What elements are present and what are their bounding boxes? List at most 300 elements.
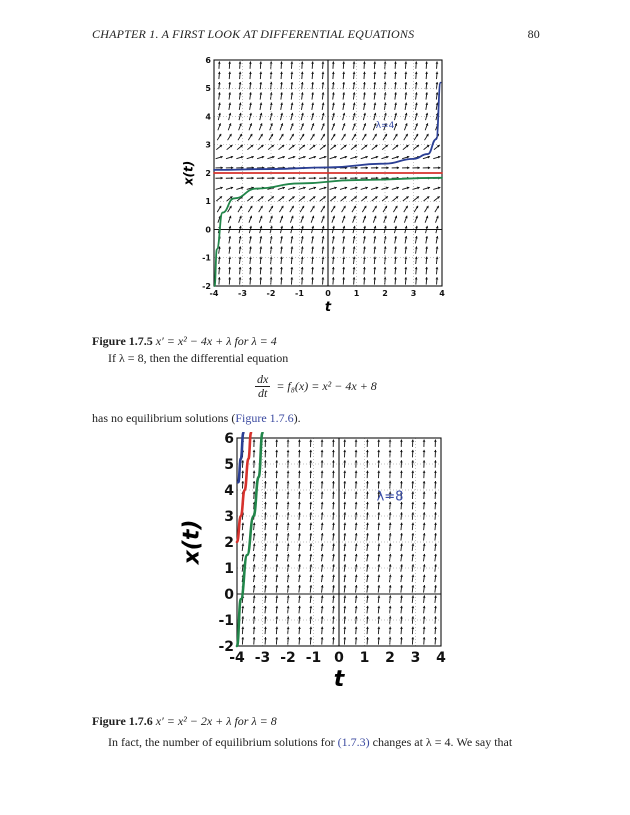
slope-arrow <box>332 606 335 613</box>
slope-arrow <box>404 206 408 212</box>
slope-arrow <box>343 543 346 550</box>
slope-arrow <box>311 103 314 110</box>
slope-arrow <box>353 236 356 243</box>
slope-arrow <box>288 187 295 190</box>
slope-arrow <box>287 502 290 509</box>
slope-arrow <box>411 637 414 644</box>
slope-arrow <box>279 206 283 212</box>
slope-arrow <box>373 206 377 212</box>
slope-arrow <box>366 606 369 613</box>
slope-arrow <box>321 637 324 644</box>
slope-arrow <box>423 627 426 634</box>
slope-arrow <box>322 103 325 110</box>
paragraph-3-end: changes at λ = 4. We say that <box>369 735 513 749</box>
slope-arrow <box>362 206 366 212</box>
slope-arrow <box>415 103 418 110</box>
slope-arrow <box>298 450 301 457</box>
slope-arrow <box>377 595 380 602</box>
slope-arrow <box>259 72 262 79</box>
slope-arrow <box>237 145 243 150</box>
slope-arrow <box>373 72 376 79</box>
slope-arrow <box>394 61 397 68</box>
x-tick-label: 2 <box>385 650 395 666</box>
slope-arrow <box>270 123 273 130</box>
slope-arrow <box>400 523 403 530</box>
slope-arrow <box>249 236 252 243</box>
slope-arrow <box>423 491 426 498</box>
slope-arrow <box>275 523 278 530</box>
slope-arrow <box>400 606 403 613</box>
slope-arrow <box>239 277 242 284</box>
slope-arrow <box>392 156 399 159</box>
slope-arrow <box>270 277 273 284</box>
x-tick-label: 1 <box>353 289 360 298</box>
slope-arrow <box>332 103 335 110</box>
slope-arrow <box>366 502 369 509</box>
slope-arrow <box>259 123 262 130</box>
slope-arrow <box>343 533 346 540</box>
slope-arrow <box>425 92 428 99</box>
slope-arrow <box>247 156 254 159</box>
slope-arrow <box>400 450 403 457</box>
slope-arrow <box>394 246 397 253</box>
slope-arrow <box>355 627 358 634</box>
slope-arrow <box>384 61 387 68</box>
slope-arrow <box>301 267 304 274</box>
slope-arrow <box>355 439 358 446</box>
slope-arrow <box>411 575 414 582</box>
slope-arrow <box>249 267 252 274</box>
slope-arrow <box>436 267 439 274</box>
slope-arrow <box>423 187 430 190</box>
slope-arrow <box>342 206 346 212</box>
slope-arrow <box>436 72 439 79</box>
slope-arrow <box>434 533 437 540</box>
slope-arrow <box>425 236 428 243</box>
x-tick-label: 0 <box>325 289 331 298</box>
slope-arrow <box>311 277 314 284</box>
slope-arrow <box>331 134 335 140</box>
slope-arrow <box>279 145 285 150</box>
slope-arrow <box>275 533 278 540</box>
slope-arrow <box>403 145 409 150</box>
slope-arrow <box>330 156 337 159</box>
slope-arrow <box>258 196 264 201</box>
slope-arrow <box>415 246 418 253</box>
slope-arrow <box>374 113 377 120</box>
slope-arrow <box>400 595 403 602</box>
figure-1-7-5-slope-field <box>176 56 456 318</box>
slope-arrow <box>423 439 426 446</box>
slope-arrow <box>414 206 418 212</box>
slope-arrow <box>321 206 325 212</box>
slope-arrow <box>309 595 312 602</box>
slope-arrow <box>278 156 285 159</box>
slope-arrow <box>309 439 312 446</box>
slope-arrow <box>433 156 440 159</box>
slope-arrow <box>353 216 356 223</box>
slope-arrow <box>298 543 301 550</box>
slope-arrow <box>309 450 312 457</box>
slope-arrow <box>423 585 426 592</box>
slope-arrow <box>332 595 335 602</box>
slope-arrow <box>355 554 358 561</box>
slope-arrow <box>249 246 252 253</box>
y-tick-label: -1 <box>202 253 211 263</box>
figure-1-7-6-link[interactable]: Figure 1.7.6 <box>235 411 294 425</box>
slope-arrow <box>275 450 278 457</box>
slope-arrow <box>343 471 346 478</box>
slope-arrow <box>402 187 409 190</box>
slope-arrow <box>393 206 397 212</box>
slope-arrow <box>298 491 301 498</box>
slope-arrow <box>298 533 301 540</box>
slope-arrow <box>258 145 264 150</box>
slope-arrow <box>424 134 428 140</box>
slope-arrow <box>217 134 221 140</box>
slope-arrow <box>414 134 418 140</box>
slope-arrow <box>309 481 312 488</box>
slope-arrow <box>389 595 392 602</box>
slope-arrow <box>264 450 267 457</box>
slope-arrow <box>241 637 244 644</box>
slope-arrow <box>259 92 262 99</box>
slope-arrow <box>332 439 335 446</box>
slope-arrow <box>394 123 397 130</box>
slope-arrow <box>400 575 403 582</box>
slope-arrow <box>301 103 304 110</box>
fraction-denominator: dt <box>257 386 268 400</box>
slope-arrow <box>411 523 414 530</box>
slope-arrow <box>361 145 367 150</box>
slope-arrow <box>355 637 358 644</box>
slope-arrow <box>411 439 414 446</box>
slope-arrow <box>298 439 301 446</box>
slope-arrow <box>309 585 312 592</box>
equation-1-7-3-link[interactable]: (1.7.3) <box>337 735 370 749</box>
slope-arrow <box>377 533 380 540</box>
slope-arrow <box>394 277 397 284</box>
y-tick-label: 3 <box>205 140 211 150</box>
slope-arrow <box>363 123 366 130</box>
slope-arrow <box>366 637 369 644</box>
slope-arrow <box>249 72 252 79</box>
slope-arrow <box>394 236 397 243</box>
y-tick-label: 4 <box>224 482 234 499</box>
lambda-annotation: λ=4 <box>375 120 395 131</box>
fraction-numerator: dx <box>257 372 269 386</box>
slope-arrow <box>257 177 264 180</box>
slope-arrow <box>332 246 335 253</box>
slope-arrow <box>389 439 392 446</box>
slope-arrow <box>332 123 335 130</box>
slope-arrow <box>389 481 392 488</box>
slope-arrow <box>415 123 418 130</box>
slope-arrow <box>288 177 295 180</box>
slope-arrow <box>319 187 326 190</box>
slope-arrow <box>309 554 312 561</box>
slope-arrow <box>270 236 273 243</box>
slope-arrow <box>260 103 263 110</box>
slope-arrow <box>287 481 290 488</box>
slope-arrow <box>275 627 278 634</box>
slope-arrow <box>389 637 392 644</box>
slope-arrow <box>411 585 414 592</box>
slope-arrow <box>322 246 325 253</box>
slope-arrow <box>400 471 403 478</box>
slope-arrow <box>343 523 346 530</box>
slope-arrow <box>264 554 267 561</box>
slope-arrow <box>259 277 262 284</box>
slope-arrow <box>309 627 312 634</box>
slope-arrow <box>353 123 356 130</box>
slope-arrow <box>298 585 301 592</box>
slope-arrow <box>218 61 221 68</box>
slope-arrow <box>309 471 312 478</box>
slope-arrow <box>405 103 408 110</box>
slope-arrow <box>275 554 278 561</box>
slope-arrow <box>287 523 290 530</box>
slope-arrow <box>226 177 233 180</box>
slope-arrow <box>343 585 346 592</box>
slope-arrow <box>415 72 418 79</box>
slope-arrow <box>330 196 336 201</box>
slope-arrow <box>361 196 367 201</box>
slope-arrow <box>343 575 346 582</box>
slope-arrow <box>423 156 430 159</box>
slope-arrow <box>411 595 414 602</box>
slope-arrow <box>321 450 324 457</box>
slope-arrow <box>366 627 369 634</box>
slope-arrow <box>423 481 426 488</box>
slope-arrow <box>434 523 437 530</box>
slope-arrow <box>394 216 397 223</box>
slope-arrow <box>298 481 301 488</box>
slope-arrow <box>290 61 293 68</box>
slope-arrow <box>298 627 301 634</box>
slope-arrow <box>322 267 325 274</box>
slope-arrow <box>363 103 366 110</box>
slope-arrow <box>384 236 387 243</box>
slope-arrow <box>301 216 304 223</box>
slope-arrow <box>253 606 256 613</box>
slope-arrow <box>290 277 293 284</box>
slope-arrow <box>413 145 419 150</box>
x-tick-label: 3 <box>410 650 421 666</box>
slope-arrow <box>340 187 347 190</box>
slope-arrow <box>310 196 316 201</box>
slope-arrow <box>425 216 428 223</box>
slope-arrow <box>228 92 231 99</box>
slope-arrow <box>228 236 231 243</box>
slope-arrow <box>321 491 324 498</box>
slope-arrow <box>434 491 437 498</box>
slope-arrow <box>264 543 267 550</box>
slope-arrow <box>332 502 335 509</box>
slope-arrow <box>264 491 267 498</box>
slope-arrow <box>290 206 294 212</box>
slope-arrow <box>290 267 293 274</box>
slope-arrow <box>415 277 418 284</box>
slope-arrow <box>309 533 312 540</box>
slope-arrow <box>392 187 399 190</box>
slope-arrow <box>436 236 439 243</box>
slope-arrow <box>377 637 380 644</box>
slope-arrow <box>373 61 376 68</box>
slope-arrow <box>373 216 376 223</box>
slope-arrow <box>321 585 324 592</box>
slope-arrow <box>218 92 221 99</box>
slope-arrow <box>415 236 418 243</box>
slope-arrow <box>355 595 358 602</box>
slope-arrow <box>309 187 316 190</box>
slope-arrow <box>311 123 314 130</box>
slope-arrow <box>363 92 366 99</box>
tick-labels <box>202 56 445 298</box>
slope-arrow <box>321 481 324 488</box>
slope-arrow <box>298 523 301 530</box>
slope-arrow <box>218 277 221 284</box>
slope-arrow <box>400 627 403 634</box>
slope-arrow <box>322 61 325 68</box>
slope-arrow <box>400 543 403 550</box>
slope-arrow <box>371 166 378 169</box>
slope-arrow <box>275 491 278 498</box>
slope-arrow <box>228 61 231 68</box>
slope-arrow <box>423 595 426 602</box>
slope-arrow <box>411 450 414 457</box>
slope-arrow <box>249 277 252 284</box>
x-tick-label: -2 <box>280 650 296 666</box>
slope-arrow <box>290 72 293 79</box>
slope-arrow <box>425 72 428 79</box>
slope-arrow <box>404 134 408 140</box>
slope-arrow <box>291 92 294 99</box>
slope-arrow <box>362 134 366 140</box>
slope-arrow <box>264 575 267 582</box>
derivative-fraction <box>255 373 270 400</box>
slope-arrow <box>288 156 295 159</box>
equation-rhs: = f₈(x) = x² − 4x + 8 <box>276 379 377 393</box>
slope-arrow <box>424 145 430 150</box>
slope-arrow <box>404 61 407 68</box>
slope-arrow <box>353 246 356 253</box>
slope-arrow <box>366 481 369 488</box>
y-tick-label: 1 <box>224 560 234 577</box>
slope-arrow <box>291 103 294 110</box>
slope-arrow <box>425 246 428 253</box>
slope-arrow <box>434 637 437 644</box>
slope-arrow <box>434 575 437 582</box>
slope-arrow <box>259 246 262 253</box>
slope-arrow <box>403 196 409 201</box>
slope-arrow <box>373 134 377 140</box>
slope-arrow <box>227 145 233 150</box>
slope-arrow <box>342 103 345 110</box>
slope-arrow <box>301 236 304 243</box>
slope-arrow <box>321 134 325 140</box>
x-tick-label: -3 <box>238 289 247 298</box>
slope-arrow <box>289 145 295 150</box>
slope-arrow <box>393 134 397 140</box>
paragraph-3 <box>108 735 512 750</box>
x-tick-label: -3 <box>254 650 271 666</box>
slope-arrow <box>290 123 293 130</box>
slope-arrow <box>423 533 426 540</box>
slope-arrow <box>300 134 304 140</box>
slope-arrow <box>264 533 267 540</box>
paragraph-3-start: In fact, the number of equilibrium solutions for <box>108 735 338 749</box>
slope-arrow <box>434 145 440 150</box>
slope-arrow <box>218 267 221 274</box>
slope-arrow <box>434 606 437 613</box>
slope-arrow <box>321 606 324 613</box>
slope-arrow <box>241 523 244 530</box>
slope-arrow <box>241 606 244 613</box>
slope-arrow <box>415 61 418 68</box>
slope-arrow <box>404 277 407 284</box>
slope-arrow <box>423 523 426 530</box>
slope-arrow <box>363 72 366 79</box>
slope-arrow <box>311 92 314 99</box>
slope-arrow <box>275 585 278 592</box>
slope-arrow <box>239 267 242 274</box>
slope-arrow <box>311 267 314 274</box>
slope-arrow <box>393 145 399 150</box>
slope-arrow <box>301 246 304 253</box>
slope-arrow <box>411 554 414 561</box>
slope-arrow <box>425 123 428 130</box>
slope-arrow <box>404 267 407 274</box>
y-tick-label: 5 <box>224 456 234 473</box>
slope-arrow <box>363 246 366 253</box>
slope-arrow <box>330 145 336 150</box>
slope-arrow <box>355 502 358 509</box>
slope-arrow <box>241 481 244 488</box>
slope-arrow <box>270 103 273 110</box>
slope-arrow <box>342 72 345 79</box>
slope-arrow <box>377 481 380 488</box>
page-header <box>92 27 540 42</box>
figure-1-caption <box>92 334 277 349</box>
slope-arrow <box>290 216 293 223</box>
slope-arrow <box>228 134 232 140</box>
slope-arrow <box>366 554 369 561</box>
paragraph-1: If λ = 8, then the differential equation <box>108 351 289 365</box>
slope-arrow <box>280 61 283 68</box>
slope-arrow <box>423 450 426 457</box>
slope-arrow <box>400 533 403 540</box>
x-tick-label: 0 <box>334 650 344 666</box>
slope-arrow <box>298 554 301 561</box>
slope-arrow <box>402 156 409 159</box>
slope-arrow <box>330 187 337 190</box>
slope-arrow <box>269 206 273 212</box>
slope-arrow <box>310 134 314 140</box>
slope-arrow <box>405 246 408 253</box>
slope-arrow <box>241 554 244 561</box>
slope-arrow <box>332 523 335 530</box>
slope-arrow <box>278 177 285 180</box>
slope-arrow <box>218 103 221 110</box>
slope-arrow <box>393 196 399 201</box>
slope-arrow <box>322 72 325 79</box>
figure-1-label: Figure 1.7.5 <box>92 334 153 348</box>
slope-arrow <box>321 502 324 509</box>
slope-arrow <box>215 166 222 169</box>
x-tick-label: -1 <box>305 650 322 666</box>
slope-arrow <box>436 61 439 68</box>
